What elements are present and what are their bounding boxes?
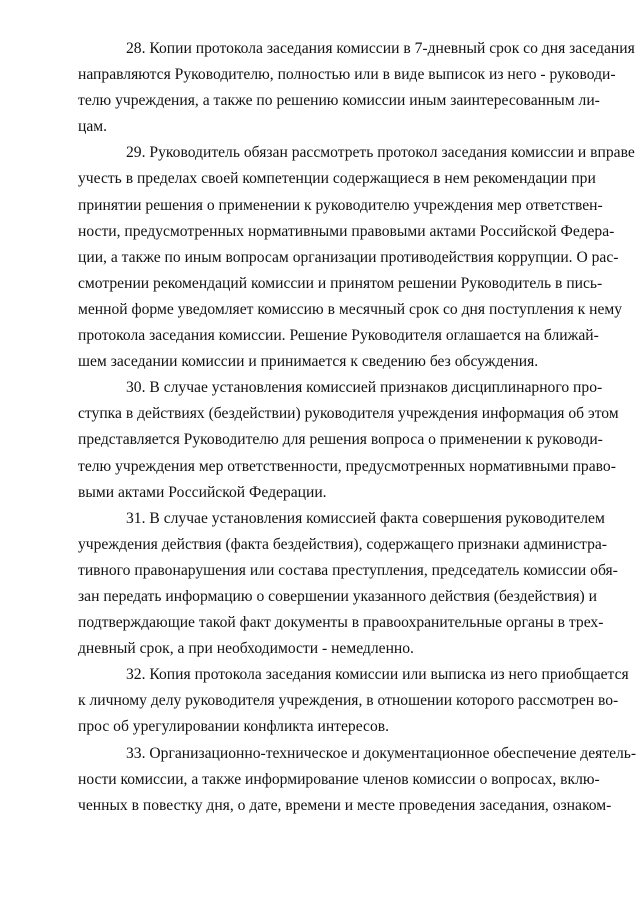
text-line: к личному делу руководителя учреждения, в отношении которого рассмотрен во- (78, 692, 619, 710)
text-line: учесть в пределах своей компетенции содержащиеся в нем рекомендации при (78, 170, 596, 188)
text-line: ченных в повестку дня, о дате, времени и месте проведения заседания, ознаком- (78, 796, 612, 814)
paragraph-29 (78, 140, 635, 375)
paragraph-32 (78, 662, 629, 740)
text-line: протокола заседания комиссии. Решение Руководителя оглашается на ближай- (78, 327, 599, 345)
text-line: подтверждающие такой факт документы в правоохранительные органы в трех- (78, 614, 604, 632)
text-line: 28. Копии протокола заседания комиссии в 7-дневный срок со дня заседания (126, 40, 635, 57)
text-line: смотрении рекомендаций комиссии и принятом решении Руководитель в пись- (78, 274, 603, 292)
text-line: прос об урегулировании конфликта интересов. (78, 718, 390, 736)
text-line: телю учреждения мер ответственности, предусмотренных нормативными право- (78, 457, 616, 475)
document-body (78, 36, 637, 819)
text-line: направляются Руководителю, полностью или в виде выписок из него - руководи- (78, 66, 616, 84)
paragraph-31 (78, 506, 618, 663)
text-line: 29. Руководитель обязан рассмотреть протокол заседания комиссии и вправе (126, 144, 635, 162)
text-line: ности, предусмотренных нормативными правовыми актами Российской Федера- (78, 222, 615, 240)
text-line: телю учреждения, а также по решению комиссии иным заинтересованным ли- (78, 92, 600, 110)
text-line: дневный срок, а при необходимости - немедленно. (78, 640, 414, 658)
text-line: менной форме уведомляет комиссию в месячный срок со дня поступления к нему (78, 300, 623, 318)
text-line: 30. В случае установления комиссией признаков дисциплинарного про- (126, 379, 603, 397)
text-line: тивного правонарушения или состава преступления, председатель комиссии обя- (78, 561, 618, 579)
text-line: ности комиссии, а также информирование членов комиссии о вопросах, вклю- (78, 770, 600, 788)
text-line: 31. В случае установления комиссией факта совершения руководителем (126, 509, 605, 527)
text-line: шем заседании комиссии и принимается к сведению без обсуждения. (78, 353, 539, 371)
text-line: цам. (78, 118, 108, 136)
text-line: учреждения действия (факта бездействия), содержащего признаки администра- (78, 535, 607, 553)
paragraph-30 (78, 375, 619, 505)
text-line: 33. Организационно-техническое и документационное обеспечение деятель- (126, 744, 637, 762)
text-line: представляется Руководителю для решения вопроса о применении к руководи- (78, 431, 603, 449)
text-line: принятии решения о применении к руководителю учреждения мер ответствен- (78, 196, 603, 214)
text-line: ступка в действиях (бездействии) руководителя учреждения информация об этом (78, 405, 619, 423)
text-line: ции, а также по иным вопросам организации противодействия коррупции. О рас- (78, 248, 619, 266)
text-line: выми актами Российской Федерации. (78, 483, 327, 501)
text-line: 32. Копия протокола заседания комиссии или выписка из него приобщается (126, 666, 629, 684)
paragraph-28 (78, 36, 635, 140)
paragraph-33 (78, 741, 637, 819)
text-line: зан передать информацию о совершении указанного действия (бездействия) и (78, 587, 597, 605)
